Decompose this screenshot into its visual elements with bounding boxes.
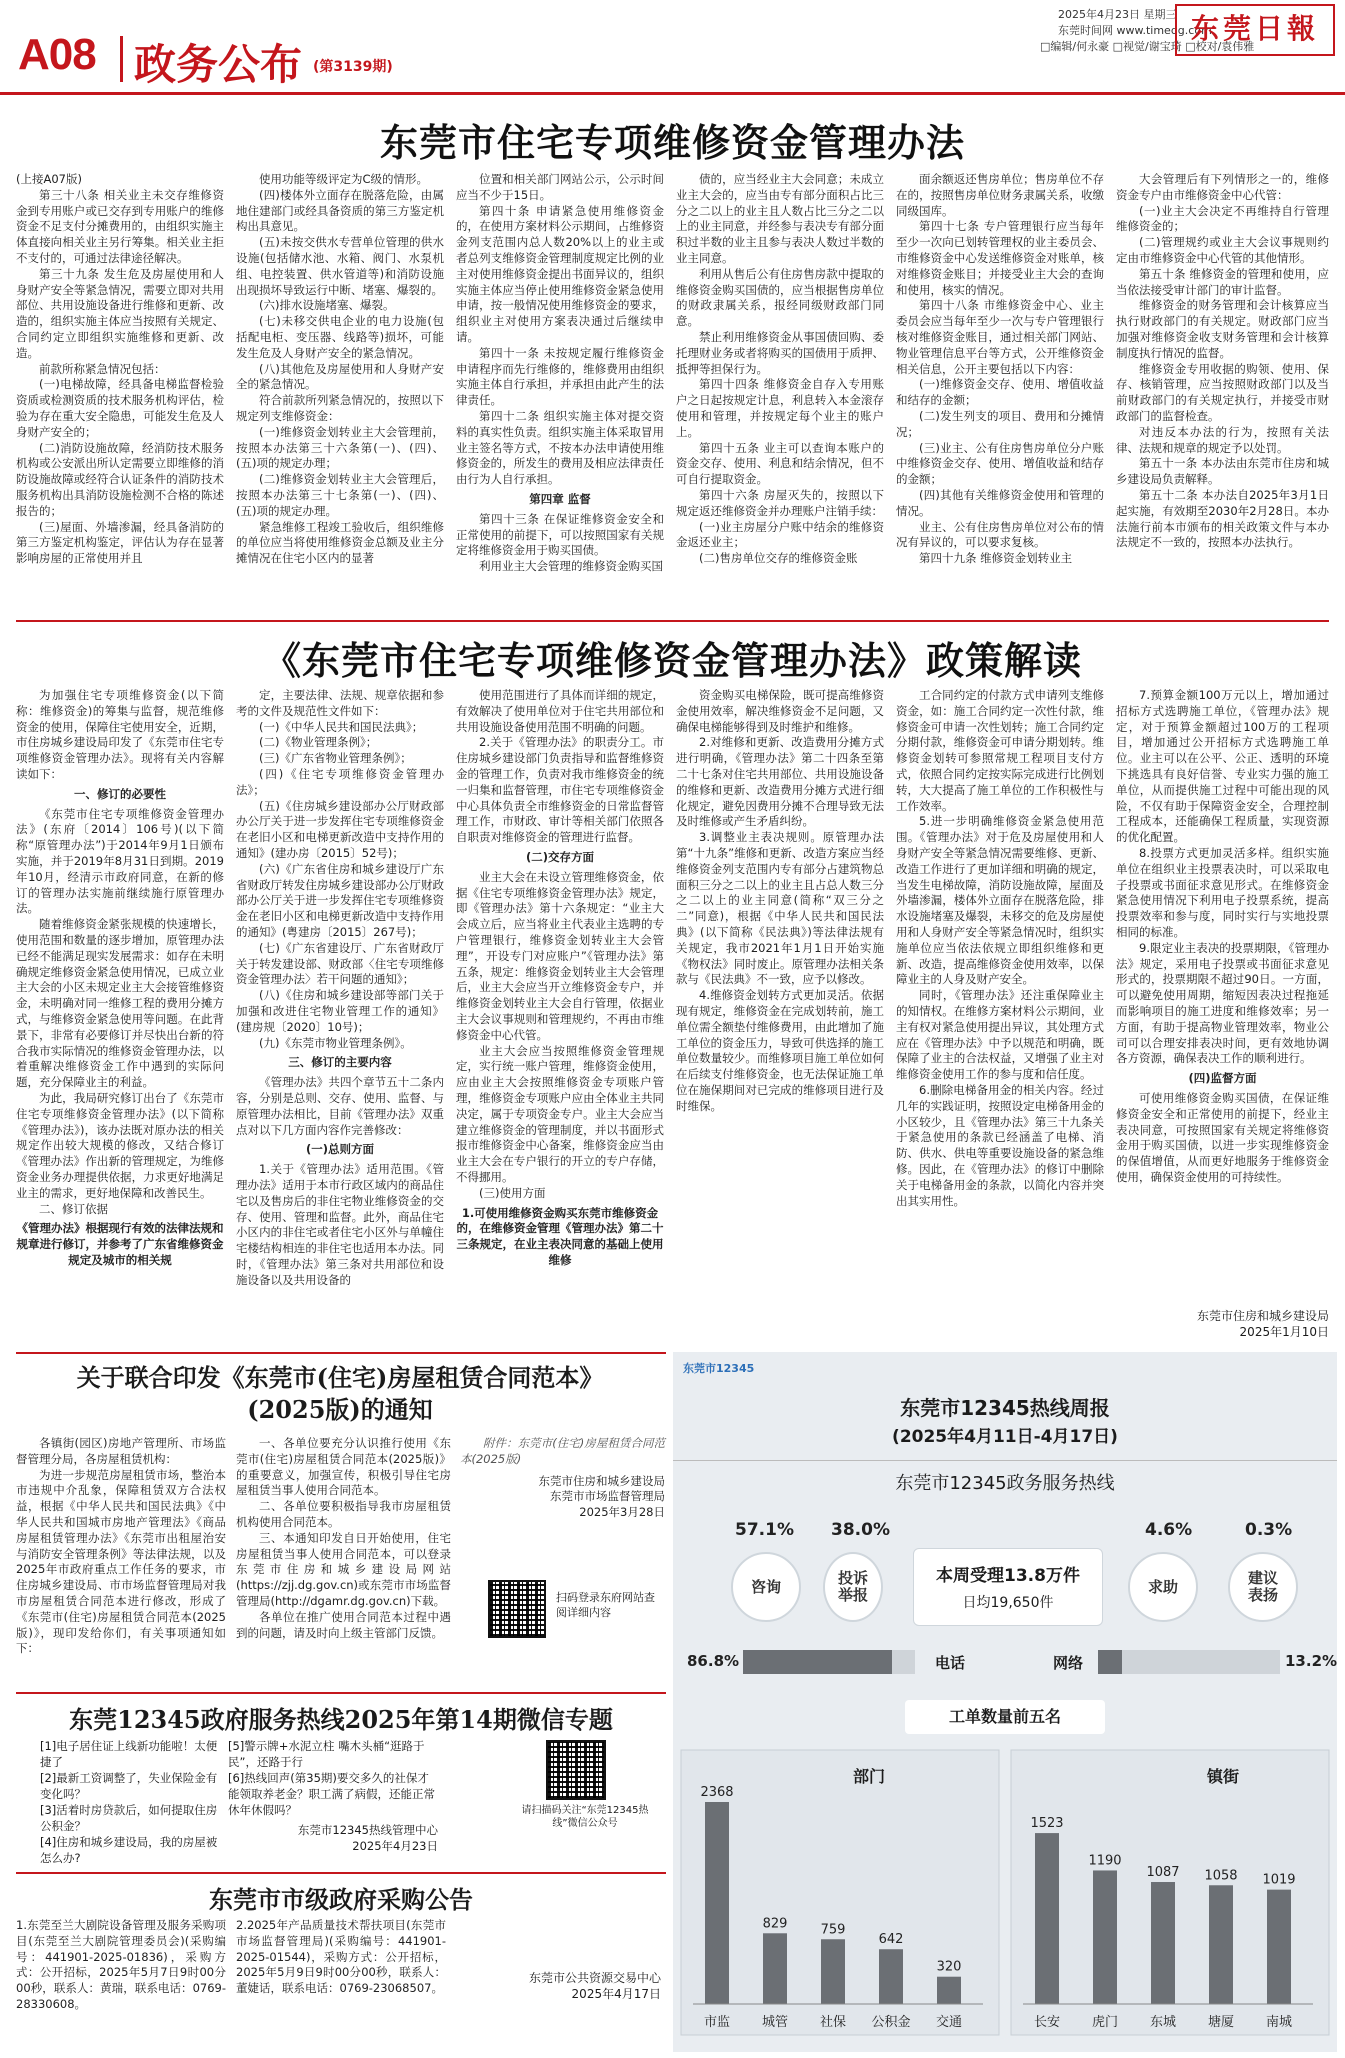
signature-org: 东莞市住房和城乡建设局 (1196, 1309, 1329, 1323)
website[interactable]: 东莞时间网 www.timedg.com (1058, 24, 1212, 37)
paragraph: 第四十六条 房屋灭失的，按照以下规定返还维修资金并办理账户注销手续： (676, 487, 884, 518)
bar-塘厦 (1209, 1885, 1233, 2004)
article1-col-2 (236, 172, 444, 612)
paragraph: 第五十一条 本办法由东莞市住房和城乡建设局负责解释。 (1116, 456, 1329, 487)
paragraph: 面余额返还售房单位；售房单位不存在的，按照售房单位财务隶属关系，收缴同级国库。 (896, 172, 1104, 218)
notice-qr-code[interactable] (488, 1580, 546, 1638)
article1-col-3 (456, 172, 664, 612)
wechat-date: 2025年4月23日 (352, 1839, 438, 1853)
paragraph: (六)《广东省住房和城乡建设厅广东省财政厅转发住房城乡建设部办公厅财政部办公厅关于进一步发挥住宅专项维修资金在老旧小区和电梯更新改造中支持作用的通知》(粤建房〔2015〕267号)； (236, 861, 444, 939)
page-number: A08 (18, 30, 96, 79)
paragraph: 各单位在推广使用合同范本过程中遇到的问题，请及时向上级主管部门反馈。 (236, 1609, 451, 1640)
procurement-item-1: 1.东莞至兰大剧院设备管理及服务采购项目(东莞至兰大剧院管理委员会)(采购编号：441901-2025-01836)，采购方式：公开招标，2025年5月7日9时00分00秒，联系人：黄瑞，联系电话：0769-28330608。 (16, 1918, 226, 2011)
procurement-item-2: 2.2025年产品质量技术帮扶项目(东莞市市场监督管理局)(采购编号：441901-2025-01544)，采购方式：公开招标，2025年5月9日9时00分00秒，联系人：董婕话，联系电话：0769-23068507。 (236, 1918, 446, 1996)
article1-col-6 (1116, 172, 1329, 612)
wechat-qr-caption: 请扫描码关注“东莞12345热线”微信公众号 (521, 1805, 649, 1829)
section-title: 政务公布 (134, 40, 303, 89)
daily-average: 日均19,650件 (962, 1595, 1054, 1611)
paragraph: (一)业主房屋分户账中结余的维修资金返还业主； (676, 519, 884, 550)
subheading: (二)交存方面 (525, 849, 594, 864)
notice-col-1 (16, 1436, 226, 1686)
article1-col-4 (676, 172, 884, 612)
paragraph: 位置和相关部门网站公示，公示时间应当不少于15日。 (456, 172, 664, 202)
paragraph: 第四十九条 维修资金划转业主 (919, 551, 1073, 566)
paragraph: 3.调整业主表决规则。原管理办法第“十九条”维修和更新、改造方案应当经维修资金列支范围内专有部分占建筑物总面积三分之二以上的业主且占总人数三分之二以上的业主同意(简称“双三分之二”同意)，根据《中华人民共和国民法典》(以下简称《民法典》)等法律法规有关规定，我市2021年1月1日开始实施《物权法》同时废止。原管理办法相关条款与《民法典》不一致，应予以修改。 (676, 830, 884, 987)
paragraph: (二)管理规约或业主大会议事规则约定由市维修资金中心代管的其他情形。 (1116, 235, 1329, 265)
paragraph: (二)消防设施故障，经消防技术服务机构或公安派出所认定需要立即维修的消防设施故障或经符合认证条件的消防技术服务机构出具消防设施检测不合格的陈述报告的； (16, 440, 224, 518)
article2-col-6 (1116, 688, 1329, 1288)
wechat-org: 东莞市12345热线管理中心 (297, 1823, 438, 1837)
bar-市监 (705, 1802, 729, 2004)
paragraph: 为进一步规范房屋租赁市场，整治本市违规中介乱象，保障租赁双方合法权益，根据《中华人民共和国民法典》《中华人民共和国城市房地产管理法》《商品房屋租赁管理办法》《东莞市出租屋治安与消防安全管理条例》等法律法规，以及2025年市政府重点工作任务的要求，市住房城乡建设局、市市场监督管理局对我市房屋租赁合同范本进行修改，形成了《东莞市(住宅)房屋租赁合同范本(2025版)》，现印发给你们，有关事项通知如下： (16, 1467, 226, 1656)
bar-value: 1523 (1030, 1816, 1064, 1832)
paragraph: 《管理办法》共四个章节五十二条内容，分别是总则、交存、使用、监督、与原管理办法相比，目前《管理办法》双重点对以下几方面内容作完善修改： (236, 1075, 444, 1137)
article2-col-5 (896, 688, 1104, 1354)
paragraph: 债的，应当经业主大会同意；未成立业主大会的，应当由专有部分面积占比三分之二以上的业主且人数占比三分之二以上的业主同意，并经参与表决专有部分面积过半数的业主且参与表决人数过半数的业主同意。 (676, 172, 884, 265)
complaint-label: 投诉举报 (837, 1569, 868, 1604)
article1-col-1 (16, 172, 224, 612)
bar-value: 2368 (700, 1785, 734, 1800)
article2-col-4 (676, 688, 884, 1354)
newspaper-logo: 东莞日報 (1175, 4, 1335, 56)
subheading: 三、修订的主要内容 (288, 1055, 392, 1070)
consult-label: 咨询 (750, 1577, 781, 1596)
bar-南城 (1267, 1890, 1291, 2004)
subheading: 一、修订的必要性 (74, 786, 166, 801)
paragraph: 7.预算金额100万元以上，增加通过招标方式选聘施工单位，《管理办法》规定，对于预算金额超过100万的工程项目，增加通过公开招标方式选聘施工单位。业主可以在公平、公正、透明的环境下挑选具有良好信誉、专业实力强的施工单位，从而提供施工过程中可能出现的风险，不仅有助于保障资金安全，合理控制工程成本，还能确保工程质量，实现资源的优化配置。 (1116, 688, 1329, 845)
editor-credits: □编辑/何永豪 □视觉/谢宝琦 □校对/袁伟雅 (1040, 40, 1255, 53)
wechat-item[interactable]: [4]住房和城乡建设局，我的房屋被怎么办? (40, 1835, 218, 1865)
wechat-item[interactable]: [5]警示牌+水泥立柱 嘴木头桶“逛路于民”，还路于行 (228, 1739, 425, 1769)
bar-label: 塘厦 (1207, 2015, 1235, 2030)
paragraph: (二)《物业管理条例》； (259, 735, 378, 750)
suggest-circle (1228, 1552, 1298, 1622)
paragraph: 第四十五条 业主可以查询本账户的资金交存、使用、利息和结余情况，但不可自行提取资金。 (676, 440, 884, 487)
paragraph: 定，主要法律、法规、规章依据和参考的文件及规范性文件如下： (236, 688, 444, 718)
paragraph: 使用范围进行了具体而详细的规定，有效解决了使用单位对于住宅共用部位和共用设施设备使用范围不明确的问题。 (456, 688, 664, 734)
bar-value: 759 (820, 1922, 846, 1938)
paragraph: 业主大会在未设立管理维修资金，依据《住宅专项维修资金管理办法》规定，即《管理办法》第十六条规定：“业主大会成立后，应当将业主代表业主选聘的专户管理银行，维修资金划转业主大会管理”，开设专门对应账户”《管理办法》第五条，规定：维修资金划转业主大会管理后，业主大会应当开立维修资金专户，并维修资金划转业主大会自行管理，依据业主大会议事规则和管理规约，不再由市维修资金中心代管。 (456, 869, 664, 1042)
weekly-total: 本周受理13.8万件 (936, 1566, 1080, 1586)
paragraph: (二)发生列支的项目、费用和分摊情况； (896, 408, 1104, 439)
paragraph: 第四十条 申请紧急使用维修资金的，在使用方案材料公示期间，占维修资金列支范围内总人数20%以上的业主或者总列支维修资金管理制度规定比例的业主对使用维修资金提出书面异议的，组织实施主体应当停止使用维修资金紧急使用申请，按一般情况使用维修资金的要求，组织业主对使用方案表决通过后继续申请。 (456, 203, 664, 344)
paragraph: (一)业主大会决定不再维持自行管理维修资金的； (1116, 203, 1329, 234)
paragraph: 8.投票方式更加灵活多样。组织实施单位在组织业主投票表决时，可以采取电子投票或书面征求意见形式。在维修资金紧急使用情况下利用电子投票系统，提高投票效率和参与度，同时实行与实地投票相同的标准。 (1116, 845, 1329, 939)
bar-虎门 (1093, 1870, 1117, 2004)
paragraph: 资金购买电梯保险，既可提高维修资金使用效率，解决维修资金不足问题，又确保电梯能够得到及时维护和维修。 (676, 688, 884, 734)
wechat-item[interactable]: [3]活着时房贷款后，如何提取住房公积金？ (40, 1803, 218, 1833)
paragraph: (一)电梯故障，经具备电梯监督检验资质或检测资质的技术服务机构评估，检验为存在重大安全隐患，可能发生危及人身财产安全的； (16, 377, 224, 439)
paragraph: (一)维修资金交存、使用、增值收益和结存的金额； (896, 377, 1104, 408)
paragraph: 第四十四条 维修资金自存入专用账户之日起按规定计息，利息转入本金滚存使用和管理，并按规定每个业主的账户上。 (676, 377, 884, 439)
notice-col-3 (460, 1436, 665, 1576)
notice-title: 关于联合印发《东莞市(住宅)房屋租赁合同范本》(2025版)的通知 (76, 1363, 604, 1424)
bar-长安 (1035, 1833, 1059, 2004)
wechat-qr-code[interactable] (546, 1740, 606, 1800)
paragraph: 禁止利用维修资金从事国债回购、委托理财业务或者将购买的国债用于质押、抵押等担保行为。 (676, 329, 884, 376)
bar-label: 市监 (703, 2015, 731, 2030)
wechat-list-1 (40, 1738, 220, 1866)
wechat-item[interactable]: [1]电子居住证上线新功能啦！太便捷了 (40, 1739, 218, 1769)
web-bar-track (1098, 1650, 1280, 1674)
paragraph: (八)《住房和城乡建设部等部门关于加强和改进住宅物业管理工作的通知》(建房规〔2020〕10号)； (236, 988, 444, 1034)
web-bar-fill (1122, 1650, 1280, 1674)
paragraph: (三)《广东省物业管理条例》； (259, 751, 412, 766)
top5-charts (673, 1742, 1337, 2042)
bar-value: 1019 (1262, 1872, 1296, 1888)
paragraph: (二)维修资金划转业主大会管理后，按照本办法第三十七条第(一)、(四)、(五)项的规定办理。 (236, 472, 444, 518)
continued-note: (上接A07版) (16, 172, 82, 186)
masthead-rule (0, 92, 1345, 95)
paragraph: 维修资金的财务管理和会计核算应当执行财政部门的有关规定。财政部门应当加强对维修资金收支财务管理和会计核算制度执行情况的监督。 (1116, 298, 1329, 360)
bar-城管 (763, 1933, 787, 2004)
bar-label: 东城 (1149, 2015, 1177, 2030)
paragraph: (五)《住房城乡建设部办公厅财政部办公厅关于进一步发挥住宅专项维修资金在老旧小区和电梯更新改造中支持作用的通知》(建办房〔2015〕52号)； (236, 798, 444, 860)
bar-label: 长安 (1033, 2015, 1061, 2030)
article2-title: 《东莞市住宅专项维修资金管理办法》政策解读 (262, 638, 1082, 683)
paragraph: 第三十九条 发生危及房屋使用和人身财产安全等紧急情况，需要立即对共用部位、共用设施设备进行维修和更新、改造的，组织实施主体应当按照有关规定、合同约定立即组织实施维修和更新、改造。 (16, 266, 224, 360)
separator (16, 1352, 666, 1354)
subheading: (一)总则方面 (305, 1142, 374, 1157)
bar-value: 1058 (1204, 1868, 1238, 1884)
paragraph: 为加强住宅专项维修资金(以下简称：维修资金)的筹集与监督，规范维修资金的使用，保障住宅使用安全，近期，市住房城乡建设局印发了《东莞市住宅专项维修资金管理办法》。现将有关内容解读如下： (16, 688, 224, 781)
paragraph: 第四十二条 组织实施主体对提交资料的真实性负责。组织实施主体采取冒用业主签名等方式，不按本办法申请使用维修资金的，所发生的费用及相应法律责任由行为人自行承担。 (456, 408, 664, 487)
paragraph: 第三十八条 相关业主未交存维修资金到专用账户或已交存到专用账户的维修资金不足支付分摊费用的，由组织实施主体直接向相关业主另行筹集。相关业主拒不支付的，可通过法律途径解决。 (16, 187, 224, 265)
paragraph: 工合同约定的付款方式申请列支维修资金，如：施工合同约定一次性付款，维修资金可申请一次性划转；施工合同约定分期付款，维修资金可申请分期划转。维修资金划转可参照常规工程项目支付方式，依照合同约定按实际完成进行比例划转，大大提高了施工单位的工作积极性与工作效率。 (896, 688, 1104, 813)
paragraph: (八)其他危及房屋使用和人身财产安全的紧急情况。 (236, 361, 444, 392)
paragraph: 使用功能等级评定为C级的情形。 (259, 172, 429, 186)
notice-attachment: 附件：东莞市(住宅)房屋租赁合同范本(2025版) (460, 1436, 665, 1466)
paragraph: (三)使用方面 (479, 1185, 546, 1200)
bar-label: 虎门 (1091, 2015, 1119, 2030)
bar-value: 1190 (1088, 1853, 1122, 1869)
help-label: 求助 (1147, 1577, 1178, 1596)
article2-signature (1116, 1308, 1329, 1340)
hotline-logo: 东莞市12345 (683, 1362, 755, 1375)
paragraph: (六)排水设施堵塞、爆裂。 (259, 298, 395, 313)
paragraph: 4.维修资金划转方式更加灵活。依据现有规定，维修资金在完成划转前，施工单位需全额垫付维修费用，由此增加了施工单位的资金压力，导致可供选择的施工单位数量较少。而维修项目施工单位如何在后续支付维修资金，也无法保证施工单位在施保期间对已完成的维修项目进行及时维保。 (676, 988, 884, 1113)
paragraph: 二、修订依据 (39, 1201, 108, 1216)
paragraph: (四)楼体外立面存在脱落危险，由属地住建部门或经具备资质的第三方鉴定机构出具意见。 (236, 187, 444, 234)
paragraph: 利用从售后公有住房售房款中提取的维修资金购买国债的，应当根据售房单位的财政隶属关系，报经同级财政部门同意。 (676, 266, 884, 329)
bar-公积金 (879, 1949, 903, 2004)
paragraph: 三、本通知印发自日开始使用，住宅房屋租赁当事人使用合同范本，可以登录东莞市住房和城乡建设局网站(https://zjj.dg.gov.cn)或东莞市市场监督管理局(http://dgamr.dg.gov.cn)下载。 (236, 1530, 451, 1608)
suggest-label: 建议表扬 (1247, 1569, 1278, 1604)
bar-label: 社保 (819, 2015, 847, 2030)
report-title: 东莞市12345热线周报 (900, 1396, 1110, 1420)
article1-col-5 (896, 172, 1104, 612)
consult-circle (731, 1552, 801, 1622)
procurement-title: 东莞市市级政府采购公告 (209, 1885, 473, 1914)
paragraph: 各镇街(园区)房地产管理所、市场监督管理分局，各房屋租赁机构： (16, 1436, 226, 1466)
paragraph: 2.关于《管理办法》的职责分工。市住房城乡建设部门负责指导和监督维修资金的管理工作，负责对我市维修资金的统一归集和监督管理，市住宅专项维修资金中心具体负责全市维修资金的日常监督管理工作，市财政、审计等相关部门依照各自职责对维修资金的管理进行监督。 (456, 735, 664, 845)
paragraph: (七)未移交供电企业的电力设施(包括配电柜、变压器、线路等)损坏，可能发生危及人身财产安全的紧急情况。 (236, 314, 444, 360)
article2-col-2 (236, 688, 444, 1354)
weekly-total-box (913, 1548, 1103, 1626)
complaint-circle (823, 1552, 883, 1622)
bar-label: 交通 (935, 2015, 963, 2030)
bar-label: 公积金 (871, 2015, 911, 2030)
subheading: (四)监督方面 (1188, 1071, 1257, 1086)
phone-bar-fill (743, 1650, 892, 1674)
procurement-signature (456, 1970, 661, 2002)
paragraph: (九)《东莞市物业管理条例》。 (259, 1035, 412, 1050)
bar-社保 (821, 1939, 845, 2004)
article2-col-3 (456, 688, 664, 1354)
bar-东城 (1151, 1882, 1175, 2004)
top5-title: 工单数量前五名 (905, 1700, 1105, 1734)
article1-col-text (16, 188, 224, 567)
wechat-item[interactable]: [6]热线回声(第35期)要交多久的社保才能领取养老金？职工满了病假，还能正常休年休假吗？ (228, 1771, 435, 1817)
paragraph: 业主大会应当按照维修资金管理规定，实行统一账户管理，维修资金使用，应由业主大会按照维修资金专项账户管理，维修资金专项账户应由全体业主共同决定，属于专项资金专户。业主大会应当建立维修资金的管理制度，并以书面形式报市维修资金中心备案，维修资金应当由业主大会在专户银行的开立的专户存储，不得挪用。 (456, 1043, 664, 1184)
paragraph: 大会管理后有下列情形之一的，维修资金专户由市维修资金中心代管： (1116, 172, 1329, 202)
subheading: 《管理办法》根据现行有效的法律法规和规章进行修订，并参考了广东省维修资金规定及城市的相关规 (16, 1221, 224, 1267)
paragraph: 维修资金专用收据的购领、使用、保存、核销管理，应当按照财政部门以及当前财政部门的有关规定执行，并接受市财政部门的监督检查。 (1116, 361, 1329, 423)
paragraph: 对违反本办法的行为，按照有关法律、法规和规章的规定予以处罚。 (1116, 424, 1329, 455)
bar-value: 320 (936, 1959, 962, 1975)
paragraph: 6.删除电梯备用金的相关内容。经过几年的实践证明，按照设定电梯备用金的小区较少，且《管理办法》第三十九条关于紧急使用的条款已经涵盖了电梯、消防、供水、供电等重要设施设备的紧急维修。因此，在《管理办法》的修订中删除关于电梯备用金的条款，以简化内容并突出其实用性。 (896, 1082, 1104, 1208)
issue-date: 2025年4月23日 星期三 (1058, 8, 1177, 21)
paragraph: (三)屋面、外墙渗漏，经具备消防的第三方鉴定机构鉴定，评估认为存在显著影响房屋的正常使用并且 (16, 519, 224, 566)
paragraph: 同时，《管理办法》还注重保障业主的知情权。在维修方案材料公示期间，业主有权对紧急使用提出异议，其处理方式应在《管理办法》中予以规范和明确，既保障了业主的合法权益，又增强了业主对维修资金使用工作的参与度和信任度。 (896, 988, 1104, 1082)
paragraph: 第五十二条 本办法自2025年3月1日起实施，有效期至2030年2月28日。本办法施行前本市颁布的相关政策文件与本办法规定不一致的，按照本办法执行。 (1116, 487, 1329, 550)
hotline-report-panel (673, 1352, 1337, 2052)
signature-date: 2025年1月10日 (1239, 1325, 1329, 1339)
paragraph: (一)《中华人民共和国民法典》； (259, 719, 424, 734)
article1-title: 东莞市住宅专项维修资金管理办法 (379, 120, 965, 165)
dept-title: 部门 (853, 1767, 886, 1786)
help-circle (1128, 1552, 1198, 1622)
phone-bar-track (743, 1650, 915, 1674)
notice-qr-caption: 扫码登录东府网站查阅详细内容 (556, 1591, 655, 1619)
notice-signer-2: 东莞市市场监督管理局 (550, 1489, 665, 1504)
issue-number: (第3139期) (313, 59, 393, 75)
paragraph: 1.关于《管理办法》适用范围。《管理办法》适用于本市行政区域内的商品住宅以及售房后的非住宅物业维修资金的交存、使用、管理和监督。此外，商品住宅小区内的非住宅或者住宅小区外与单幢住宅楼结构相连的非住宅也适用本办法。同时，《管理办法》第三条对共用部位和设施设备以及共用设备的 (236, 1162, 444, 1287)
complaint-pct: 38.0% (831, 1520, 890, 1540)
paragraph: 紧急维修工程竣工验收后，组织维修的单位应当将使用维修资金总额及业主分摊情况在住宅小区内的显著 (236, 519, 444, 566)
bar-label: 南城 (1265, 2015, 1293, 2030)
bar-label: 城管 (761, 2015, 789, 2030)
paragraph: 随着维修资金紧张规模的快速增长，使用范围和数量的逐步增加，原管理办法已经不能满足现实发展需求：如存在未明确规定维修资金紧急使用情况，已成立业主大会的小区未规定业主大会接管维修资金，未明确对同一维修工程的费用分摊方式，与维修资金紧急使用等问题。在此背景下，非常有必要修订并尽快出台新的符合我市实际情况的维修资金管理办法，以着重解决维修资金工作中遇到的实际问题，充分保障业主的利益。 (16, 917, 224, 1090)
paragraph: 第四十八条 市维修资金中心、业主委员会应当每年至少一次与专户管理银行核对维修资金账目，通过相关部门网站、物业管理信息平台等方式，公开维修资金相关信息，公开主要包括以下内容： (896, 298, 1104, 376)
wechat-list-2 (228, 1738, 438, 1854)
paragraph: 业主、公有住房售房单位对公布的情况有异议的，可以要求复核。 (896, 519, 1104, 550)
paragraph: 前款所称紧急情况包括： (39, 361, 166, 376)
report-subtitle: 东莞市12345政务服务热线 (673, 1460, 1337, 1495)
notice-date: 2025年3月28日 (579, 1505, 665, 1520)
wechat-title: 东莞12345政府服务热线2025年第14期微信专题 (69, 1705, 613, 1734)
web-pct: 13.2% (1285, 1652, 1338, 1670)
masthead-divider (120, 36, 123, 82)
paragraph: 第四十七条 专户管理银行应当每年至少一次向已划转管理权的业主委员会、市维修资金中心发送维修资金对账单，核对维修资金账目；并接受业主大会的查询和使用，核实的情况。 (896, 219, 1104, 297)
procurement-date: 2025年4月17日 (571, 1987, 661, 2001)
paragraph: (三)业主、公有住房售房单位分户账中维修资金交存、使用、增值收益和结存的金额； (896, 440, 1104, 487)
paragraph: 二、各单位要积极指导我市房屋租赁机构使用合同范本。 (236, 1499, 451, 1529)
phone-pct: 86.8% (687, 1652, 740, 1670)
paragraph: 第四十三条 在保证维修资金安全和正常使用的前提下，可以按照国家有关规定将维修资金用于购买国债。 (456, 511, 664, 558)
paragraph: 一、各单位要充分认识推行使用《东莞市(住宅)房屋租赁合同范本(2025版)》的重要意义，加强宣传，积极引导住宅房屋租赁当事人使用合同范本。 (236, 1436, 451, 1498)
paragraph: 利用业主大会管理的维修资金购买国 (479, 559, 663, 574)
consult-pct: 57.1% (735, 1520, 794, 1540)
paragraph: 《东莞市住宅专项维修资金管理办法》(东府〔2014〕106号)(以下简称“原管理办法”)于2014年9月1日颁布实施，并于2019年8月31日到期。2019年10月，经清示市政府同意，在新的修订的管理办法实施前继续施行原管理办法。 (16, 806, 224, 916)
paragraph: (七)《广东省建设厅、广东省财政厅关于转发建设部、财政部〈住宅专项维修资金管理办法〉若干问题的通知》； (236, 940, 444, 987)
separator (16, 1692, 666, 1694)
paragraph: 9.限定业主表决的投票期限，《管理办法》规定，采用电子投票或书面征求意见形式的，投票期限不超过90日。一方面，可以避免使用周期，缩短因表决过程拖延而影响项目的施工进度和维修效率；另一方面，有助于提高物业管理效率，物业公司可以合理安排表决时间，更有效地协调各方资源，确保表决工作的顺利进行。 (1116, 940, 1329, 1066)
phone-label: 电话 (935, 1654, 966, 1672)
paragraph: 2.对维修和更新、改造费用分摊方式进行明确，《管理办法》第二十四条至第二十七条对住宅共用部位、共用设施设备的维修和更新、改造费用分摊方式进行细化规定，避免因费用分摊不合理导致无法及时维修或产生矛盾纠纷。 (676, 735, 884, 829)
paragraph: 第五十条 维修资金的管理和使用，应当依法接受审计部门的审计监督。 (1116, 266, 1329, 297)
separator (16, 620, 1329, 622)
paragraph: 第四十一条 未按规定履行维修资金申请程序而先行维修的，维修费用由组织实施主体自行承担，并承担由此产生的法律责任。 (456, 345, 664, 408)
subheading: 第四章 监督 (529, 491, 591, 506)
wechat-item[interactable]: [2]最新工资调整了，失业保险金有变化吗？ (40, 1771, 218, 1801)
paragraph: (一)维修资金划转业主大会管理前，按照本办法第三十六条第(一)、(四)、(五)项的规定办理； (236, 424, 444, 471)
bar-交通 (937, 1977, 961, 2004)
paragraph: (四)其他有关维修资金使用和管理的情况。 (896, 487, 1104, 518)
procurement-org: 东莞市公共资源交易中心 (528, 1971, 661, 1985)
notice-signer-1: 东莞市住房和城乡建设局 (538, 1473, 665, 1488)
paragraph: (四)《住宅专项维修资金管理办法》； (236, 766, 444, 797)
help-pct: 4.6% (1145, 1520, 1193, 1540)
subheading: 1.可使用维修资金购买东莞市维修资金的，在维修资金管理《管理办法》第二十三条规定，在业主表决同意的基础上使用维修 (456, 1205, 664, 1267)
notice-col-2 (236, 1436, 451, 1686)
bar-value: 829 (762, 1916, 788, 1932)
suggest-pct: 0.3% (1245, 1520, 1293, 1540)
paragraph: 为此，我局研究修订出台了《东莞市住宅专项维修资金管理办法》(以下简称《管理办法》)，该办法既对原办法的相关规定作出较大规模的修改，又结合修订《管理办法》作出新的管理规定，为维修资金业务办理提供依据，力求更好地满足业主的需求，更好地保障和改善民生。 (16, 1090, 224, 1200)
bar-value: 642 (878, 1932, 904, 1948)
article2-col-1 (16, 688, 224, 1354)
paragraph: 5.进一步明确维修资金紧急使用范围。《管理办法》对于危及房屋使用和人身财产安全等紧急情况需要维修、更新、改造工作进行了更加详细和明确的规定，当发生电梯故障，消防设施故障，屋面及外墙渗漏，楼体外立面存在脱落危险，排水设施堵塞及爆裂，未移交的危及房屋使用和人身财产安全等紧急情况时，组织实施单位应当依法依规立即组织维修和更新、改造，提高维修资金使用效率，以保障业主的人身及财产安全。 (896, 814, 1104, 987)
separator (16, 1872, 666, 1874)
web-label: 网络 (1053, 1654, 1084, 1672)
report-period: (2025年4月11日-4月17日) (892, 1427, 1118, 1447)
paragraph: (五)未按交供水专营单位管理的供水设施(包括储水池、水箱、阀门、水泵机组、电控装置、供水管道等)和消防设施出现损坏导致运行中断、堵塞、爆裂的。 (236, 235, 444, 297)
paragraph: 可使用维修资金购买国债，在保证维修资金安全和正常使用的前提下，经业主表决同意，可按照国家有关规定将维修资金用于购买国债，以进一步实现维修资金的保值增值，从而更好地服务于维修资金使用，确保资金使用的可持续性。 (1116, 1090, 1329, 1184)
paragraph: (二)售房单位交存的维修资金账 (699, 551, 858, 566)
masthead (0, 0, 1345, 100)
town-title: 镇街 (1207, 1767, 1240, 1786)
bar-value: 1087 (1146, 1865, 1180, 1881)
paragraph: 符合前款所列紧急情况的，按照以下规定列支维修资金： (236, 393, 444, 423)
